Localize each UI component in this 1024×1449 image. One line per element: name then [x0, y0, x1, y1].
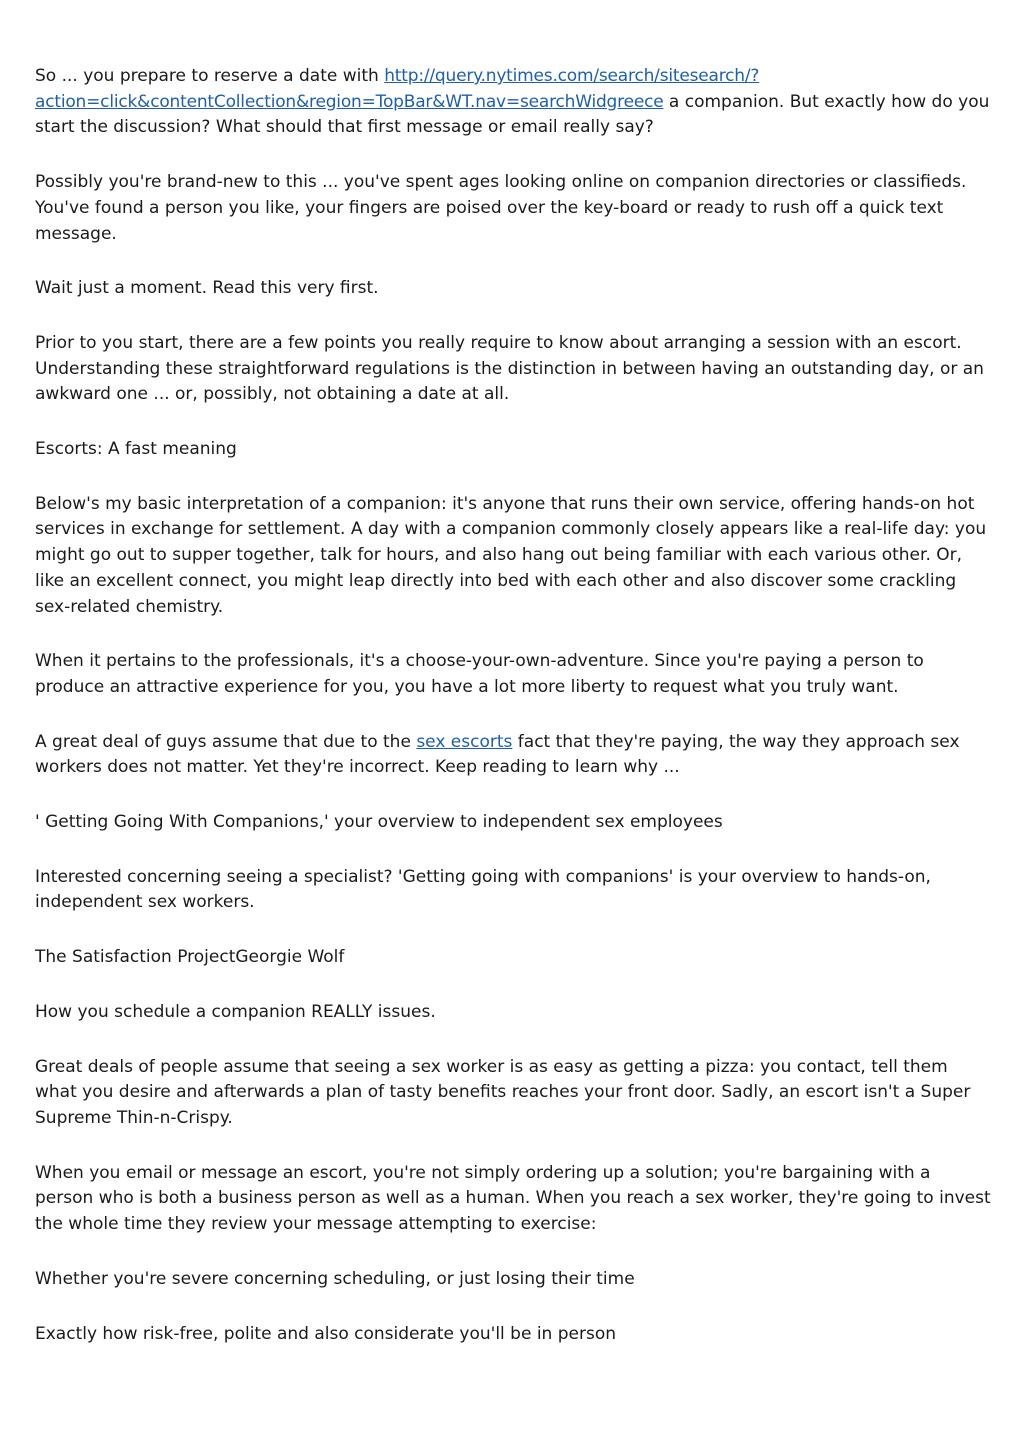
paragraph-professionals: When it pertains to the professionals, it's a choose-your-own-adventure. Since you're paying a person to produce an attractive experience for you, you have a lot more liberty to request what you truly want. — [35, 651, 924, 697]
intro-text-start: So ... you prepare to reserve a date with — [35, 66, 385, 86]
document-body — [35, 64, 993, 1376]
guys-assume-text-end: fact that they're paying, the way they approach sex workers does not matter. Yet they're incorrect. Keep reading to learn why ... — [35, 731, 960, 778]
nytimes-search-link[interactable]: http://query.nytimes.com/search/sitesearch/?action=click&contentCollection&region=TopBar&WT.nav=searchWidgreece — [35, 66, 760, 112]
paragraph-email-escort: When you email or message an escort, you're not simply ordering up a solution; you're bargaining with a person who is both a business person as well as a human. When you reach a sex worker, they're going to invest the whole time they review your message attempting to exercise: — [35, 1162, 991, 1235]
paragraph-satisfaction-project: The Satisfaction ProjectGeorgie Wolf — [35, 947, 345, 968]
paragraph-interested: Interested concerning seeing a specialist? 'Getting going with companions' is your overview to hands-on, independent sex workers. — [35, 866, 931, 913]
sex-escorts-link[interactable]: sex escorts — [416, 731, 513, 752]
list-item-severe-scheduling: Whether you're severe concerning scheduling, or just losing their time — [35, 1268, 635, 1289]
intro-text-end: a companion. But exactly how do you start the discussion? What should that first message or email really say? — [35, 91, 990, 138]
paragraph-pizza: Great deals of people assume that seeing a sex worker is as easy as getting a pizza: you contact, tell them what you desire and afterwards a plan of tasty benefits reaches your front door. Sadly, an escort isn't a Super Supreme Thin-n-Crispy. — [35, 1056, 971, 1128]
guys-assume-text-start: A great deal of guys assume that due to the — [35, 731, 417, 752]
paragraph-guys-assume — [35, 730, 993, 781]
paragraph-wait: Wait just a moment. Read this very first. — [35, 278, 379, 299]
section-heading-getting-going: ' Getting Going With Companions,' your overview to independent sex employees — [35, 812, 723, 833]
paragraph-prior-to-start: Prior to you start, there are a few points you really require to know about arranging a session with an escort. Understanding these straightforward regulations is the distinction in between having an outstanding day, or an awkward one ... or, possibly, not obtaining a date at all. — [35, 332, 984, 405]
paragraph-new-to-this: Possibly you're brand-new to this ... you've spent ages looking online on companion directories or classifieds. You've found a person you like, your fingers are poised over the key-board or ready to rush off a quick text message. — [35, 172, 967, 244]
paragraph-intro — [35, 64, 993, 141]
section-heading-escorts-meaning: Escorts: A fast meaning — [35, 439, 237, 460]
section-heading-how-you-schedule: How you schedule a companion REALLY issues. — [35, 1001, 436, 1022]
list-item-risk-free: Exactly how risk-free, polite and also considerate you'll be in person — [35, 1323, 617, 1344]
paragraph-interpretation: Below's my basic interpretation of a companion: it's anyone that runs their own service, offering hands-on hot services in exchange for settlement. A day with a companion commonly closely appears like a real-life day: you might go out to supper together, talk for hours, and also hang out being familiar with each various other. Or, like an excellent connect, you might leap directly into bed with each other and also discover some crackling sex-related chemistry. — [35, 493, 987, 617]
